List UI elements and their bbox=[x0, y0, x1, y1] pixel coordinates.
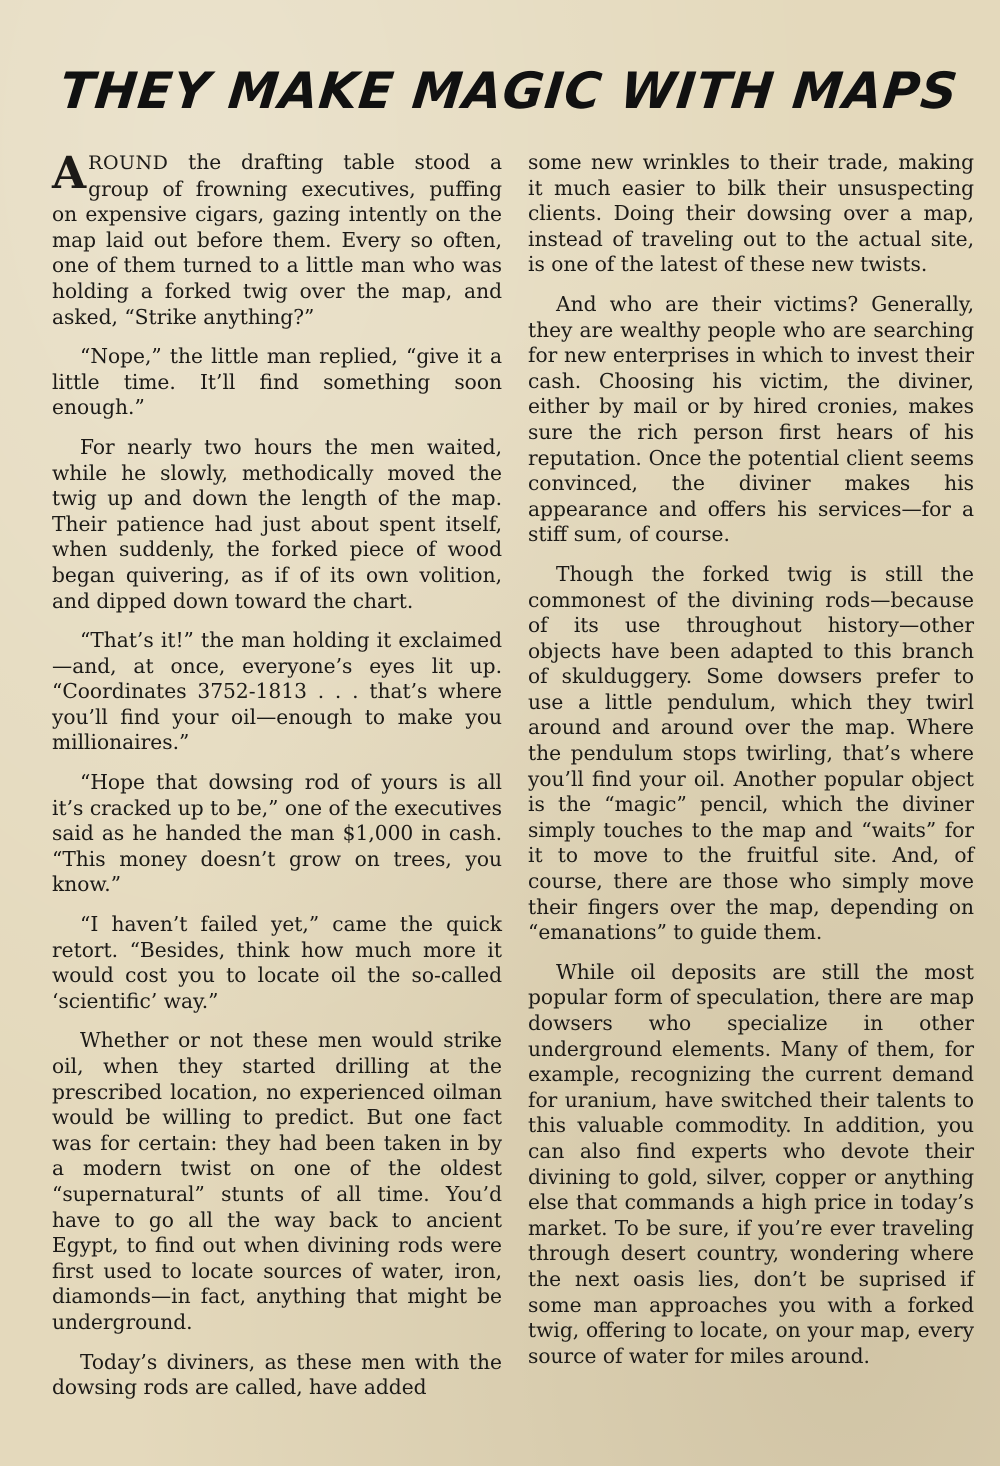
paragraph: “I haven’t failed yet,” came the quick retort. “Besides, think how much more it would cost you to locate oil the so-called ‘scientific’ way.” bbox=[52, 912, 502, 1013]
paragraph: Whether or not these men would strike oil, when they started drilling at the prescribed location, no experienced oilman would be willing to predict. But one fact was for certain: they had been taken in by a modern twist on one of the oldest “supernatural” stunts of all time. You’d have to go all the way back to ancient Egypt, to find out when divining rods were first used to locate sources of water, iron, diamonds—in fact, anything that might be underground. bbox=[52, 1028, 502, 1334]
drop-cap: A bbox=[52, 148, 87, 199]
paragraph: “Hope that dowsing rod of yours is all it’s cracked up to be,” one of the executives said as he handed the man $1,000 in cash. “This money doesn’t grow on trees, you know.” bbox=[52, 770, 502, 897]
paragraph: For nearly two hours the men waited, while he slowly, methodically moved the twig up and down the length of the map. Their patience had just about spent itself, when suddenly, the forked piece of wood began quivering, as if of its own volition, and dipped down toward the chart. bbox=[52, 434, 502, 613]
paragraph: While oil deposits are still the most popular form of speculation, there are map dowsers who specialize in other underground elements. Many of them, for example, recognizing the current demand for uranium, have switched their talents to this valuable commodity. In addition, you can also find experts who devote their divining to gold, silver, copper or anything else that commands a high price in today’s market. To be sure, if you’re ever traveling through desert country, wondering where the next oasis lies, don’t be suprised if some man approaches you with a forked twig, offering to locate, on your map, every source of water for miles around. bbox=[528, 959, 974, 1368]
paragraph-text: the drafting table stood a group of frowning executives, puffing on expensive cigars, gazing intently on the map laid out before them. Every so often, one of them turned to a little man who was holding a forked twig over the map, and asked, “Strike anything?” bbox=[52, 150, 502, 329]
opening-word: ROUND bbox=[88, 152, 169, 174]
paragraph: Though the forked twig is still the commonest of the divining rods—because of its use throughout history—other objects have been adapted to this branch of skulduggery. Some dowsers prefer to use a little pendulum, which they twirl around and around over the map. Where the pendulum stops twirling, that’s where you’ll find your oil. Another popular object is the “magic” pencil, which the diviner simply touches to the map and “waits” for it to move to the fruitful site. And, of course, there are those who simply move their fingers over the map, depending on “emanations” to guide them. bbox=[528, 561, 974, 945]
article-title: THEY MAKE MAGIC WITH MAPS bbox=[56, 62, 961, 120]
paragraph: And who are their victims? Generally, they are wealthy people who are searching for new enterprises in which to invest their cash. Choosing his victim, the diviner, either by mail or by hired cronies, makes sure the rich person first hears of his reputation. Once the potential client seems convinced, the diviner makes his appearance and offers his services—for a stiff sum, of course. bbox=[528, 291, 974, 547]
right-column bbox=[528, 150, 974, 1383]
paragraph: “That’s it!” the man holding it exclaimed—and, at once, everyone’s eyes lit up. “Coordinates 3752-1813 . . . that’s where you’ll find your oil—enough to make you millionaires.” bbox=[52, 628, 502, 755]
paragraph: Today’s diviners, as these men with the dowsing rods are called, have added bbox=[52, 1349, 502, 1400]
paragraph: “Nope,” the little man replied, “give it a little time. It’ll find something soon enough.” bbox=[52, 344, 502, 420]
paragraph bbox=[52, 150, 502, 330]
paragraph: some new wrinkles to their trade, making it much easier to bilk their unsuspecting clients. Doing their dowsing over a map, instead of traveling out to the actual site, is one of the latest of these new twists. bbox=[528, 150, 974, 277]
left-column bbox=[52, 150, 502, 1415]
